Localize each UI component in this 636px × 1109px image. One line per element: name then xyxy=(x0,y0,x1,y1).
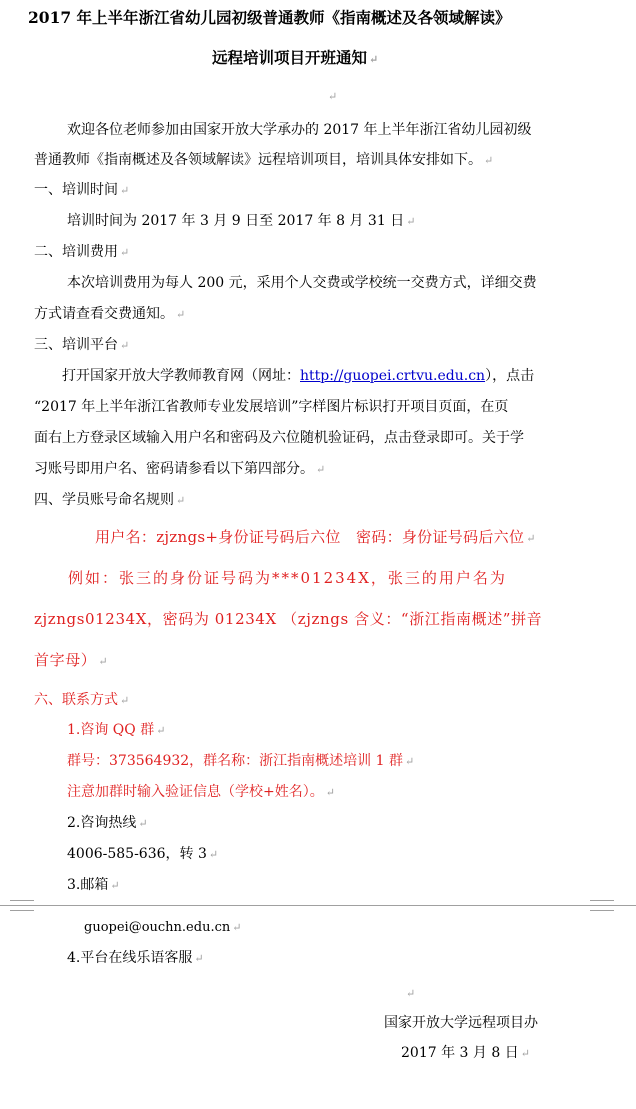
paragraph-mark-icon: ↵ xyxy=(520,1047,530,1060)
guopei-url-link[interactable]: http://guopei.crtvu.edu.cn xyxy=(300,368,486,384)
paragraph-mark-icon: ↵ xyxy=(406,987,416,1000)
paragraph-mark-icon: ↵ xyxy=(208,848,219,861)
paragraph-mark-icon: ↵ xyxy=(404,755,415,768)
empty-paragraph xyxy=(326,86,337,107)
platform-line-1: 打开国家开放大学教师教育网（网址：http://guopei.crtvu.edu.cn），点击 xyxy=(62,368,535,384)
time-text: 培训时间为 2017 年 3 月 9 日至 2017 年 8 月 31 日 ↵ xyxy=(67,213,416,229)
paragraph-mark-icon: ↵ xyxy=(232,921,242,934)
contact-hotline: 4006-585-636，转 3 ↵ xyxy=(67,846,219,862)
paragraph-mark-icon: ↵ xyxy=(194,952,204,965)
title-line-1: 2017 年上半年浙江省幼儿园初级普通教师《指南概述及各领域解读》 xyxy=(28,8,511,27)
paragraph-mark-icon: ↵ xyxy=(325,786,335,799)
intro-line-2: 普通教师《指南概述及各领域解读》远程培训项目，培训具体安排如下。 ↵ xyxy=(34,152,494,168)
contact-email-title: 3.邮箱 ↵ xyxy=(67,877,120,893)
title-line-2: 远程培训项目开班通知 ↵ xyxy=(212,48,379,67)
section-heading-platform: 三、培训平台 ↵ xyxy=(34,337,130,353)
empty-paragraph-2 xyxy=(404,983,415,1004)
contact-email: guopei@ouchn.edu.cn ↵ xyxy=(84,920,242,935)
paragraph-mark-icon: ↵ xyxy=(110,879,120,892)
paragraph-mark-icon: ↵ xyxy=(120,694,130,707)
page-separator xyxy=(0,905,636,906)
section-heading-time: 一、培训时间 ↵ xyxy=(34,182,130,198)
paragraph-mark-icon: ↵ xyxy=(406,215,416,228)
contact-qq-note: 注意加群时输入验证信息（学校+姓名）。 ↵ xyxy=(67,784,335,800)
paragraph-mark-icon: ↵ xyxy=(120,246,130,259)
contact-online-title: 4.平台在线乐语客服 ↵ xyxy=(67,950,204,966)
platform-line-3: 面右上方登录区域输入用户名和密码及六位随机验证码，点击登录即可。关于学 xyxy=(34,430,524,446)
paragraph-mark-icon: ↵ xyxy=(176,494,186,507)
contact-qq-title: 1.咨询 QQ 群 ↵ xyxy=(67,722,166,738)
contact-hotline-title: 2.咨询热线 ↵ xyxy=(67,815,148,831)
fee-line-2: 方式请查看交费通知。 ↵ xyxy=(34,306,186,322)
fee-line-1: 本次培训费用为每人 200 元，采用个人交费或学校统一交费方式，详细交费 xyxy=(67,275,537,291)
paragraph-mark-icon: ↵ xyxy=(98,655,109,668)
account-example-line-2: zjzngs01234X，密码为 01234X （zjzngs 含义：“浙江指南概述”拼音 xyxy=(34,610,543,628)
paragraph-mark-icon: ↵ xyxy=(120,184,130,197)
signature-date: 2017 年 3 月 8 日 ↵ xyxy=(401,1045,530,1061)
paragraph-mark-icon: ↵ xyxy=(526,532,536,545)
paragraph-mark-icon: ↵ xyxy=(369,53,379,66)
contact-qq-group: 群号：373564932，群名称：浙江指南概述培训 1 群 ↵ xyxy=(67,753,415,769)
section-heading-account: 四、学员账号命名规则 ↵ xyxy=(34,492,186,508)
account-example-line-3: 首字母） ↵ xyxy=(34,651,109,669)
signature-org: 国家开放大学远程项目办 xyxy=(384,1015,538,1031)
platform-line-2: “2017 年上半年浙江省教师专业发展培训”字样图片标识打开项目页面，在页 xyxy=(34,399,509,415)
paragraph-mark-icon: ↵ xyxy=(316,463,326,476)
paragraph-mark-icon: ↵ xyxy=(138,817,148,830)
account-rule: 用户名：zjzngs+身份证号码后六位 密码：身份证号码后六位 ↵ xyxy=(95,528,536,546)
paragraph-mark-icon: ↵ xyxy=(156,724,166,737)
section-heading-fee: 二、培训费用 ↵ xyxy=(34,244,130,260)
paragraph-mark-icon: ↵ xyxy=(484,154,494,167)
paragraph-mark-icon: ↵ xyxy=(176,308,186,321)
paragraph-mark-icon: ↵ xyxy=(120,339,130,352)
intro-line-1: 欢迎各位老师参加由国家开放大学承办的 2017 年上半年浙江省幼儿园初级 xyxy=(67,122,532,138)
section-heading-contact: 六、联系方式 ↵ xyxy=(34,692,130,708)
paragraph-mark-icon: ↵ xyxy=(328,90,338,103)
separator-left-marker xyxy=(10,900,34,911)
platform-line-4: 习账号即用户名、密码请参看以下第四部分。 ↵ xyxy=(34,461,326,477)
separator-right-marker xyxy=(590,900,614,911)
account-example-line-1: 例如：张三的身份证号码为***01234X，张三的用户名为 xyxy=(68,569,507,587)
